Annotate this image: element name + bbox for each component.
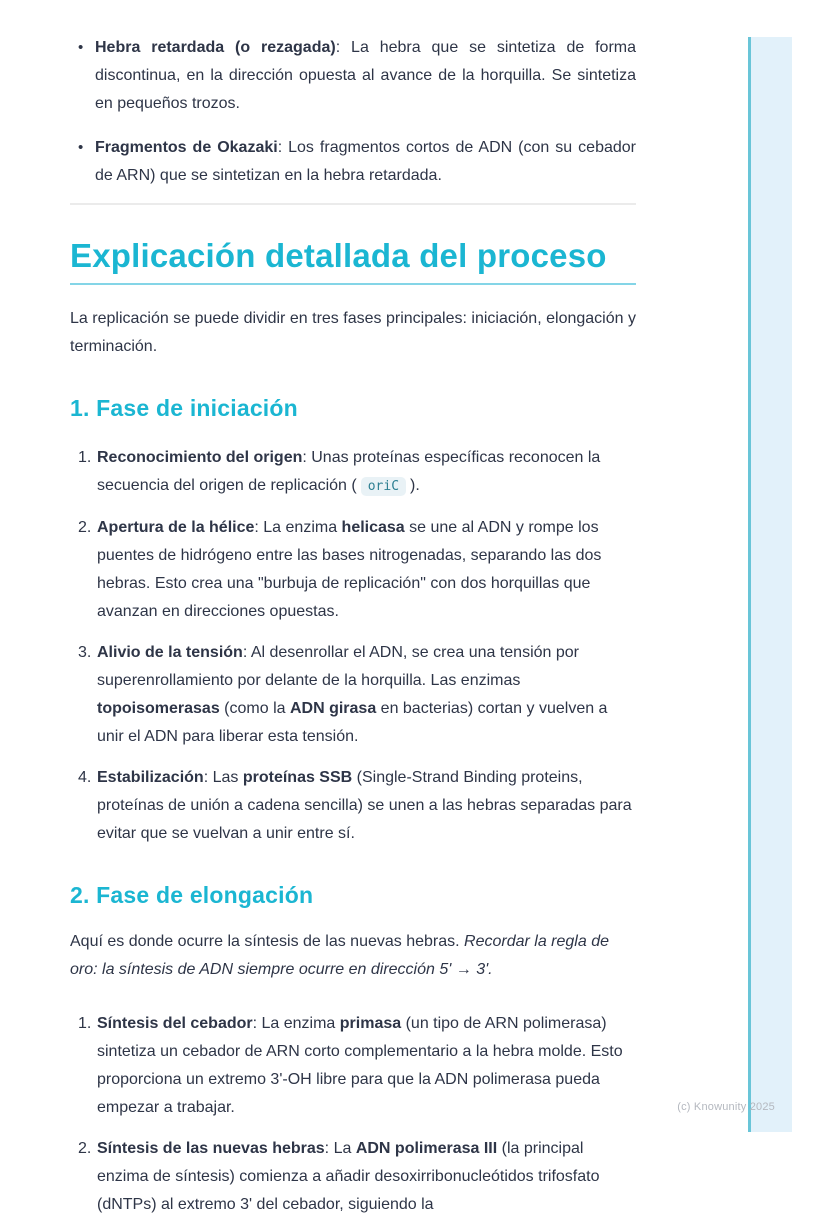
text-segment: : La enzima (252, 1015, 340, 1033)
list-item-text (97, 764, 636, 848)
bold-text: Alivio de la tensión (97, 643, 243, 661)
text-segment: : Al desenrollar el ADN, se crea una tensión por superenrollamiento por delante de la horquilla. Las enzimas (97, 643, 579, 689)
text-segment: : Los fragmentos cortos de ADN (con su cebador de ARN) que se sintetizan en la hebra retardada. (95, 139, 636, 184)
text-segment: : La hebra que se sintetiza de forma discontinua, en la dirección opuesta al avance de la horquilla. Se sintetiza en pequeños trozos. (95, 39, 637, 112)
list-number: 1. (78, 1015, 92, 1033)
section-heading-iniciacion: 1. Fase de iniciación (70, 395, 298, 422)
bold-text: Síntesis del cebador (97, 1015, 253, 1033)
list-item-text (97, 514, 636, 626)
list-item-text (97, 1010, 636, 1122)
text-segment: Aquí es donde ocurre la síntesis de las nuevas hebras. (70, 933, 465, 951)
bold-text: proteínas SSB (242, 768, 353, 786)
section-divider (70, 203, 636, 205)
iniciacion-numbered-list (70, 444, 636, 848)
list-item (70, 764, 636, 848)
list-item (70, 1010, 636, 1122)
text-segment: (la principal enzima de síntesis) comienza a añadir desoxirribonucleótidos trifosfato (dNTPs) al extremo 3' del cebador, siguiendo la (97, 1140, 600, 1214)
bold-text: Apertura de la hélice (97, 518, 255, 536)
list-item (70, 444, 636, 501)
list-number: 2. (78, 1140, 92, 1158)
bullet-icon: • (78, 139, 84, 156)
text-segment: : La enzima (254, 518, 342, 536)
text-segment: (como la (219, 699, 290, 717)
list-number: 4. (78, 768, 92, 786)
page-edge-decoration-bar (748, 37, 792, 1132)
list-number: 1. (78, 448, 92, 466)
list-number: 3. (78, 643, 92, 661)
bullet-icon: • (78, 39, 84, 56)
text-segment: : La (324, 1140, 356, 1158)
definition-bullet-list (70, 34, 636, 190)
section-heading-elongacion: 2. Fase de elongación (70, 881, 314, 908)
bold-text: Reconocimiento del origen (97, 448, 303, 466)
bold-text: topoisomerasas (97, 699, 220, 717)
list-item-text (97, 1135, 636, 1219)
bold-text: ADN polimerasa III (355, 1140, 498, 1158)
bold-text: Síntesis de las nuevas hebras (97, 1140, 325, 1158)
bold-text: primasa (339, 1015, 402, 1033)
list-item (70, 514, 636, 626)
list-item (70, 639, 636, 751)
elongacion-numbered-list (70, 1010, 636, 1219)
text-segment: se une al ADN y rompe los puentes de hidrógeno entre las bases nitrogenadas, separando las dos hebras. Esto crea una "burbuja de replicación" con dos horquillas que avanzan en direcciones opuestas. (97, 518, 602, 620)
bold-text: Fragmentos de Okazaki (95, 139, 278, 156)
bold-text: Hebra retardada (o rezagada) (95, 39, 336, 56)
bold-text: Estabilización (97, 768, 204, 786)
document-content (70, 34, 636, 1232)
text-segment: (Single-Strand Binding proteins, proteínas de unión a cadena sencilla) se unen a las hebras separadas para evitar que se vuelvan a unir entre sí. (97, 768, 632, 842)
elongacion-intro-paragraph (70, 928, 636, 984)
list-number: 2. (78, 518, 92, 536)
list-item (70, 1135, 636, 1219)
text-segment: (un tipo de ARN polimerasa) sintetiza un cebador de ARN corto complementario a la hebra molde. Esto proporciona un extremo 3'-OH libre para que la ADN polimerasa pueda empezar a trabajar. (97, 1015, 623, 1117)
list-item-text (95, 134, 636, 190)
page-title: Explicación detallada del proceso (70, 238, 636, 285)
italic-text: Recordar la regla de oro: la síntesis de ADN siempre ocurre en dirección 5' → 3'. (70, 933, 609, 979)
text-segment: : Las (203, 768, 243, 786)
inline-code-chip: oriC (361, 477, 406, 496)
intro-paragraph: La replicación se puede dividir en tres fases principales: iniciación, elongación y terminación. (70, 310, 636, 356)
list-item-text (97, 444, 636, 501)
list-item (70, 34, 636, 118)
bold-text: ADN girasa (289, 699, 377, 717)
text-segment: ). (410, 476, 420, 494)
bold-text: helicasa (341, 518, 405, 536)
list-item-text (97, 639, 636, 751)
list-item (70, 134, 636, 190)
text-segment: : Unas proteínas específicas reconocen la secuencia del origen de replicación ( (97, 448, 601, 494)
copyright-notice: (c) Knowunity 2025 (677, 1101, 775, 1113)
list-item-text (95, 34, 636, 118)
text-segment: en bacterias) cortan y vuelven a unir el ADN para liberar esta tensión. (97, 699, 608, 745)
